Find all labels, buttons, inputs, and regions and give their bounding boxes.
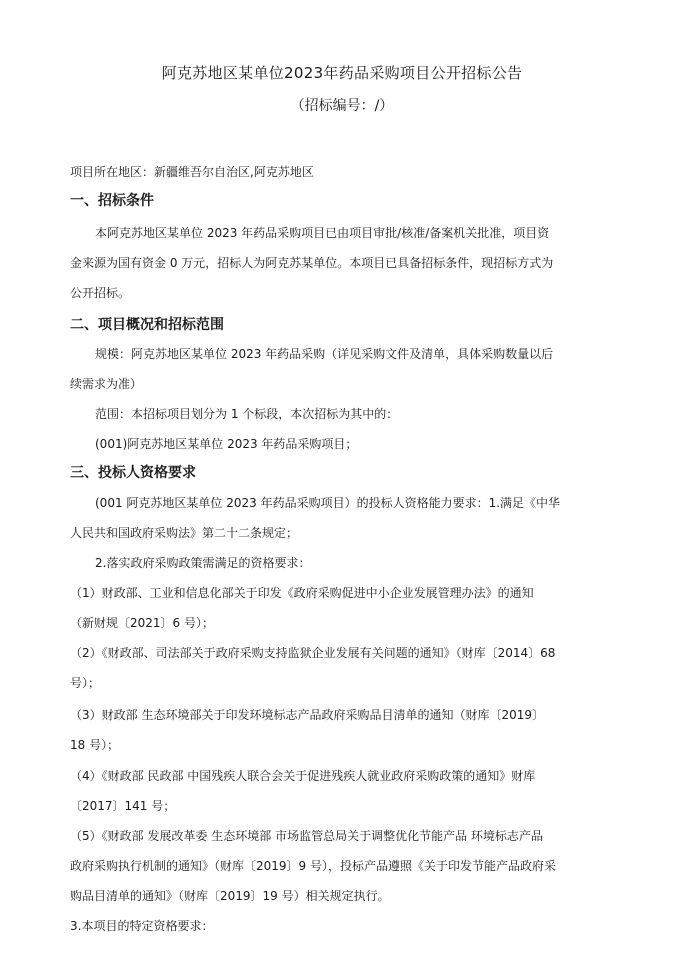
paragraph-line: 3.本项目的特定资格要求： [70, 919, 214, 933]
tender-number: （招标编号：/） [290, 98, 394, 114]
paragraph-line: 2.落实政府采购政策需满足的资格要求： [95, 556, 311, 570]
section-heading-overview: 二、项目概况和招标范围 [70, 317, 224, 333]
paragraph-line: 金来源为国有资金 0 万元，招标人为阿克苏某单位。本项目已具备招标条件，现招标方式为 [70, 256, 554, 270]
paragraph-line: （4）《财政部 民政部 中国残疾人联合会关于促进残疾人就业政府采购政策的通知》财库 [70, 769, 536, 783]
paragraph-line: （2）《财政部、司法部关于政府采购支持监狱企业发展有关问题的通知》（财库〔2014〕68 [70, 646, 556, 660]
paragraph-line: 购品目清单的通知》（财库〔2019〕19 号）相关规定执行。 [70, 889, 390, 903]
paragraph-line: （新财规〔2021〕6 号）； [70, 616, 214, 630]
paragraph-line: 本阿克苏地区某单位 2023 年药品采购项目已由项目审批/核准/备案机关批准，项目资 [95, 226, 550, 240]
paragraph-line: （3）财政部 生态环境部关于印发环境标志产品政府采购品目清单的通知（财库〔2019〕 [70, 708, 544, 722]
project-location: 项目所在地区：新疆维吾尔自治区,阿克苏地区 [70, 165, 314, 179]
paragraph-line: 公开招标。 [70, 286, 131, 300]
paragraph-line: 规模：阿克苏地区某单位 2023 年药品采购（详见采购文件及清单，具体采购数量以后 [95, 347, 554, 361]
paragraph-line: 续需求为准） [70, 377, 143, 391]
paragraph-line: 〔2017〕141 号； [70, 799, 176, 813]
section-heading-conditions: 一、招标条件 [70, 193, 154, 209]
paragraph-line: (001)阿克苏地区某单位 2023 年药品采购项目； [95, 437, 358, 451]
paragraph-line: 18 号）； [70, 738, 120, 752]
paragraph-line: （5）《财政部 发展改革委 生态环境部 市场监管总局关于调整优化节能产品 环境标志产品 [70, 829, 543, 843]
section-heading-qualifications: 三、投标人资格要求 [70, 465, 196, 481]
document-title: 阿克苏地区某单位2023年药品采购项目公开招标公告 [161, 64, 523, 82]
paragraph-line: 人民共和国政府采购法》第二十二条规定； [70, 526, 299, 540]
paragraph-line: 政府采购执行机制的通知》（财库〔2019〕9 号），投标产品遵照《关于印发节能产品政府采 [70, 859, 556, 873]
paragraph-line: 范围：本招标项目划分为 1 个标段，本次招标为其中的： [95, 407, 399, 421]
paragraph-line: 号）； [70, 676, 101, 690]
paragraph-line: （1）财政部、工业和信息化部关于印发《政府采购促进中小企业发展管理办法》的通知 [70, 586, 534, 600]
paragraph-line: (001 阿克苏地区某单位 2023 年药品采购项目）的投标人资格能力要求：1.满足《中华 [95, 496, 561, 510]
